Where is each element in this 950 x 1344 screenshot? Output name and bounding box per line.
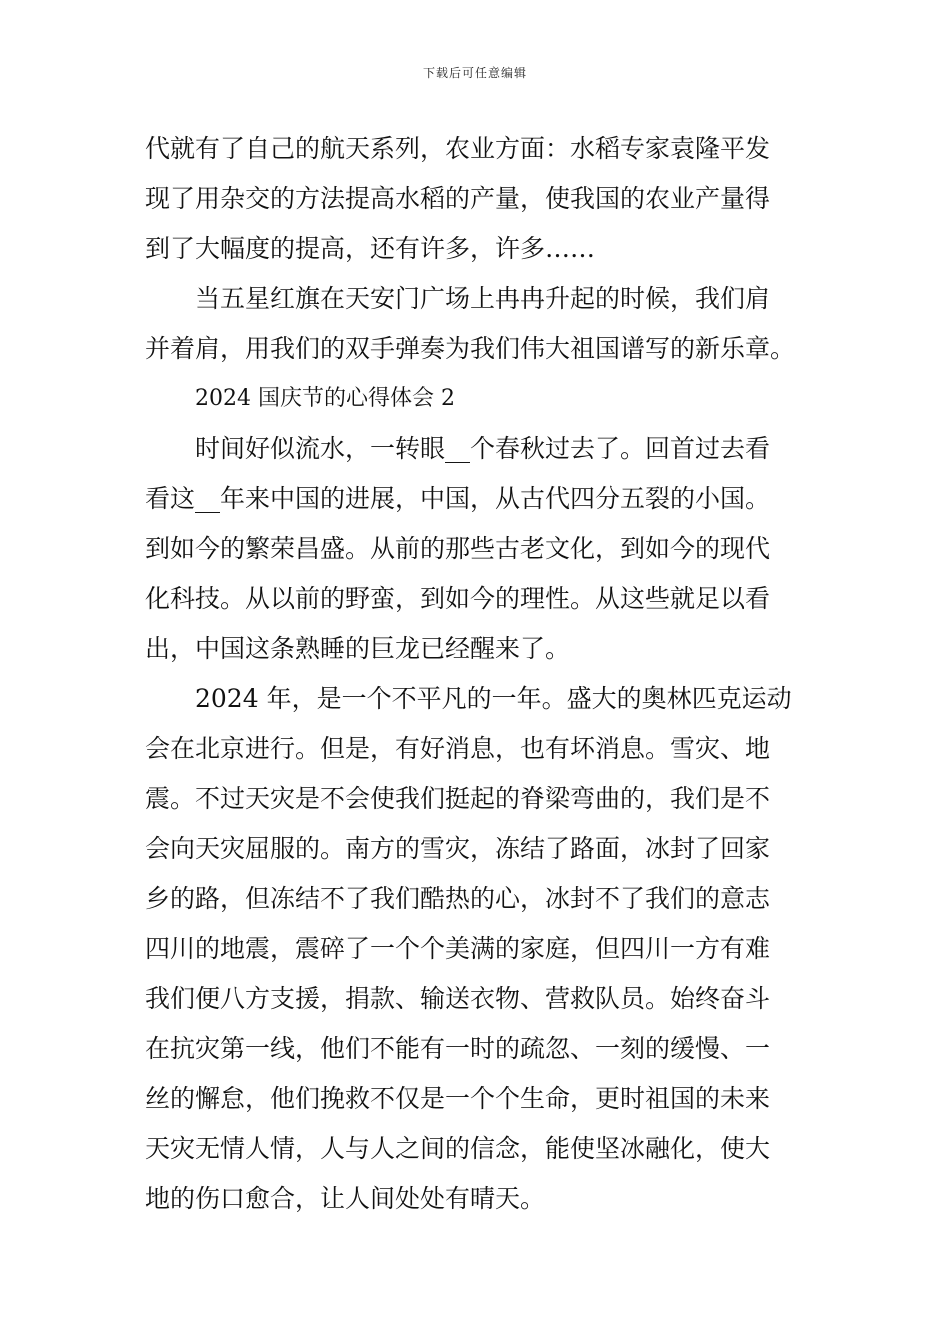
text-line: 在抗灾第一线，他们不能有一时的疏忽、一刻的缓慢、一 [145,1034,771,1063]
text-line: 现了用杂交的方法提高水稻的产量，使我国的农业产量得 [145,184,771,213]
text-line: 我们便八方支援，捐款、输送衣物、营救队员。始终奋斗 [145,984,771,1013]
paragraph-start-line: 2024 年，是一个不平凡的一年。盛大的奥林匹克运动 [195,684,792,713]
paragraph-start-line: 时间好似流水，一转眼__个春秋过去了。回首过去看 [195,434,771,463]
text-line: 四川的地震，震碎了一个个美满的家庭，但四川一方有难 [145,934,771,963]
paragraph-start-line: 当五星红旗在天安门广场上冉冉升起的时候，我们肩 [195,284,771,313]
text-line: 出，中国这条熟睡的巨龙已经醒来了。 [145,634,571,663]
text-line: 看这__年来中国的进展，中国，从古代四分五裂的小国。 [145,484,771,513]
text-line: 并着肩，用我们的双手弹奏为我们伟大祖国谱写的新乐章。 [145,334,796,363]
text-line: 到如今的繁荣昌盛。从前的那些古老文化，到如今的现代 [145,534,771,563]
text-line: 天灾无情人情，人与人之间的信念，能使坚冰融化，使大 [145,1134,771,1163]
text-line: 到了大幅度的提高，还有许多，许多…… [145,234,596,263]
text-line: 化科技。从以前的野蛮，到如今的理性。从这些就足以看 [145,584,771,613]
document-body [145,124,810,1224]
text-line: 乡的路，但冻结不了我们酷热的心，冰封不了我们的意志 [145,884,771,913]
text-line: 地的伤口愈合，让人间处处有晴天。 [145,1184,546,1213]
text-line: 代就有了自己的航天系列，农业方面：水稻专家袁隆平发 [145,134,771,163]
text-line: 会向天灾屈服的。南方的雪灾，冻结了路面，冰封了回家 [145,834,771,863]
text-line: 会在北京进行。但是，有好消息，也有坏消息。雪灾、地 [145,734,771,763]
page-header-note: 下载后可任意编辑 [422,66,527,80]
section-title: 2024 国庆节的心得体会 2 [195,386,455,411]
text-line: 震。不过天灾是不会使我们挺起的脊梁弯曲的，我们是不 [145,784,771,813]
text-line: 丝的懈怠，他们挽救不仅是一个个生命，更时祖国的未来 [145,1084,771,1113]
